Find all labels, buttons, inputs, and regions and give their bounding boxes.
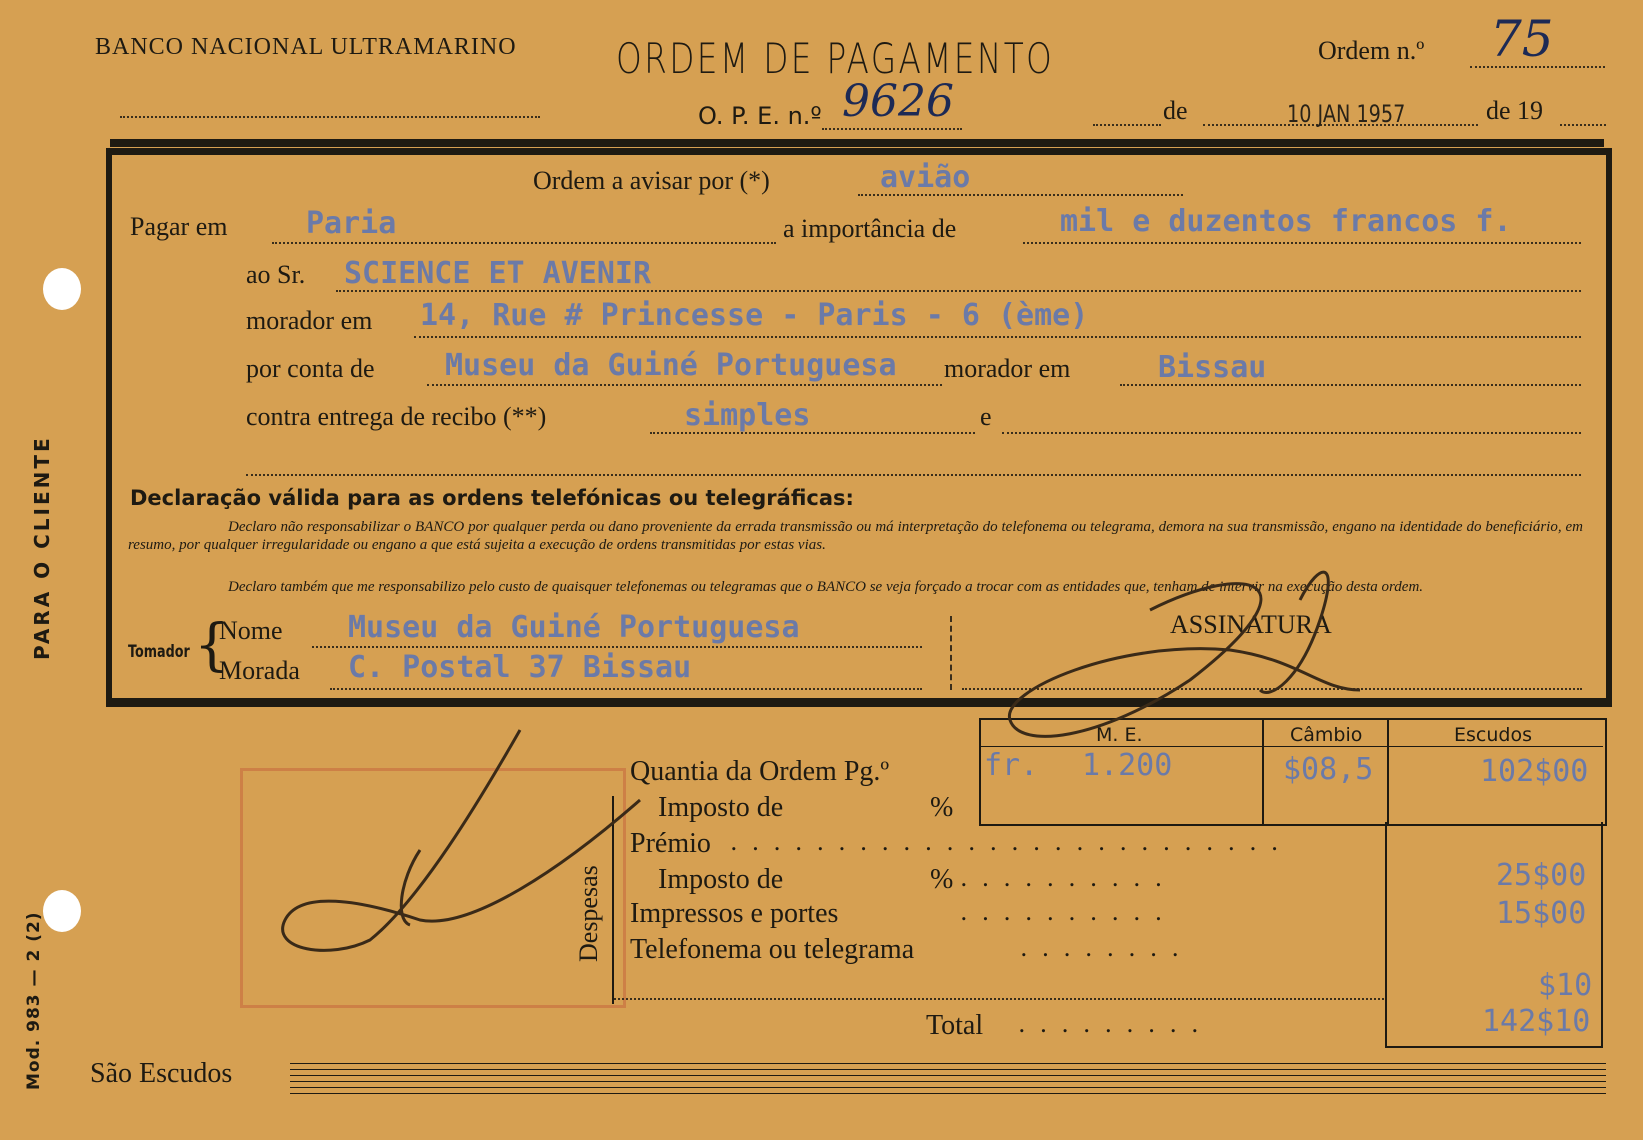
form-title: ORDEM DE PAGAMENTO xyxy=(616,34,1055,83)
total-dots: ......... xyxy=(1018,1010,1213,1038)
row-impressos-label: Impressos e portes xyxy=(630,898,839,929)
date-de-label: de xyxy=(1163,96,1188,125)
amount-label: a importância de xyxy=(783,214,957,243)
account-resident-value: Bissau xyxy=(1158,350,1267,385)
receipt-label: contra entrega de recibo (**) xyxy=(246,402,547,431)
signature-label: ASSINATURA xyxy=(1170,610,1332,639)
total-label: Total xyxy=(926,1010,984,1041)
row-premio-label: Prémio xyxy=(630,828,711,859)
declaration-paragraph-2: Declaro também que me responsabilizo pelo custo de quaisquer telefonemas ou telegramas que o BANCO se veja forçado a trocar com as entidades que, tenham de intervir na execução desta ordem. xyxy=(228,579,1424,595)
pay-in-label: Pagar em xyxy=(130,212,228,241)
row-impressos-dots: .......... xyxy=(960,898,1177,926)
col-escudos-header: Escudos xyxy=(1454,724,1532,746)
notice-value: avião xyxy=(880,160,971,195)
order-number-value: 75 xyxy=(1490,10,1554,68)
model-number: Mod. 983 — 2 (2) xyxy=(24,911,44,1090)
bank-name: BANCO NACIONAL ULTRAMARINO xyxy=(95,34,517,60)
tomador-label: Tomador xyxy=(128,642,190,662)
row-premio-dots: .......................... xyxy=(730,828,1293,856)
amount-value: mil e duzentos francos f. xyxy=(1060,204,1512,239)
side-label-client: PARA O CLIENTE xyxy=(30,435,54,660)
date-stamp: 10 JAN 1957 xyxy=(1287,100,1406,128)
resident-value: 14, Rue # Princesse - Paris - 6 (ème) xyxy=(420,298,1089,333)
sao-escudos-label: São Escudos xyxy=(90,1058,233,1089)
row-blank-escudos: $10 xyxy=(1538,968,1593,1003)
row-telefonema-dots: ........ xyxy=(1020,934,1194,962)
ope-number: 9626 xyxy=(842,76,954,127)
order-number-label: Ordem n.º xyxy=(1318,36,1425,65)
tomador-address-label: Morada xyxy=(219,656,300,685)
tomador-brace: { xyxy=(194,613,230,678)
row-imposto2-label: Imposto de xyxy=(658,864,784,895)
row-quantia-escudos: 102$00 xyxy=(1480,754,1589,789)
row-imposto2-pct: % xyxy=(930,864,954,895)
receipt-and: e xyxy=(980,402,992,431)
receipt-value: simples xyxy=(684,398,811,433)
row-imposto1-label: Imposto de xyxy=(658,792,784,823)
account-label: por conta de xyxy=(246,354,375,383)
notice-label: Ordem a avisar por (*) xyxy=(533,166,770,195)
ope-label: O. P. E. n.º xyxy=(698,102,822,130)
to-value: SCIENCE ET AVENIR xyxy=(344,256,652,291)
to-label: ao Sr. xyxy=(246,260,306,289)
tomador-address-value: C. Postal 37 Bissau xyxy=(348,650,692,685)
row-impressos-escudos: 15$00 xyxy=(1496,896,1587,931)
row-imposto2-dots: .......... xyxy=(960,864,1177,892)
tomador-name-label: Nome xyxy=(219,616,283,645)
tomador-name-value: Museu da Guiné Portuguesa xyxy=(348,610,800,645)
declaration-paragraph-1: Declaro não responsabilizar o BANCO por qualquer perda ou dano proveniente da errada transmissão ou má interpretação do telefonema ou telegrama, demora na sua transmissão, engano na identidade do beneficiário, em resumo, por qualquer irregularidade ou engano a que está sujeita a execução de ordens transmitidas por estas vias. xyxy=(128,519,1583,553)
row-quantia-me: 1.200 xyxy=(1082,748,1173,783)
col-cambio-header: Câmbio xyxy=(1290,724,1363,746)
row-imposto1-pct: % xyxy=(930,792,954,823)
account-resident-label: morador em xyxy=(944,354,1071,383)
row-quantia-label: Quantia da Ordem Pg.º xyxy=(630,756,890,787)
despesas-side-label: Despesas xyxy=(574,865,603,962)
resident-label: morador em xyxy=(246,306,373,335)
year-label: de 19 xyxy=(1486,96,1544,125)
pay-in-value: Paria xyxy=(306,206,397,241)
col-me-header: M. E. xyxy=(1096,724,1143,746)
declaration-heading: Declaração válida para as ordens telefónicas ou telegráficas: xyxy=(130,486,854,510)
row-telefonema-label: Telefonema ou telegrama xyxy=(630,934,915,965)
row-quantia-cambio: $08,5 xyxy=(1283,752,1374,787)
account-value: Museu da Guiné Portuguesa xyxy=(445,348,897,383)
row-imposto2-escudos: 25$00 xyxy=(1496,858,1587,893)
row-quantia-currency: fr. xyxy=(984,748,1039,783)
total-value: 142$10 xyxy=(1482,1004,1591,1039)
